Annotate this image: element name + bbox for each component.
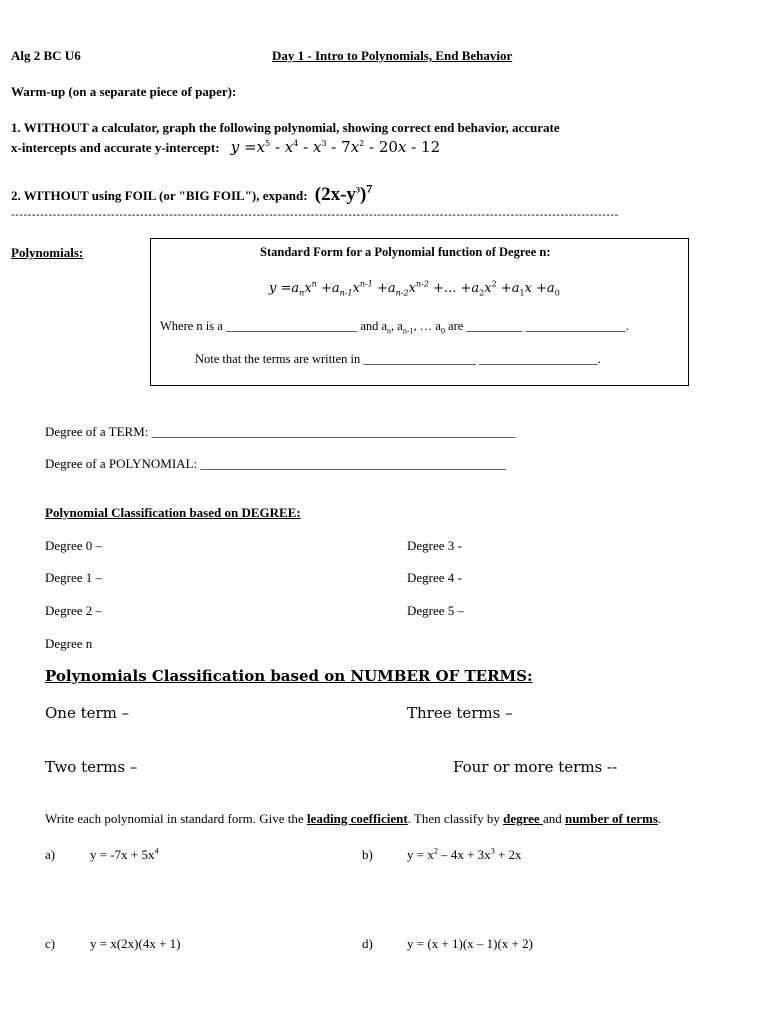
two-terms: Two terms – [45,758,138,776]
degree-n: Degree n [45,636,93,651]
instructions-prefix: Write each polynomial in standard form. Give the [45,811,307,826]
standard-form-equation: $y =a_nx^n +a_{n-1}x^{n-1} +a_{n-2}x^{n-2}$ +... $+a_2x^2 +a_1x +a_0$ [269,279,560,298]
where-end: , … a [413,319,441,333]
three-terms: Three terms – [407,704,513,722]
warmup-q1-text: x-intercepts and accurate y-intercept: [11,140,220,155]
instructions-mid: . Then classify by [407,811,504,826]
classification-terms-heading: Polynomials Classification based on NUMBER OF TERMS: [45,667,533,685]
instructions [45,811,661,827]
problem-d-expr: y = (x + 1)(x – 1)(x + 2) [407,936,533,951]
instructions-and: and [542,811,565,826]
instructions-leading: leading coefficient [306,811,408,826]
problem-b-text: y = x [407,847,434,862]
polynomials-label: Polynomials: [11,245,84,260]
warmup-q1-line2 [11,138,440,156]
warmup-q2-text: 2. WITHOUT using FOIL (or "BIG FOIL"), expand: [11,188,308,203]
problem-c-label: c) [45,936,56,951]
problem-a-expr: $y = -7x + 5x^4$ [90,846,159,862]
degree-1: Degree 1 – [45,570,103,585]
warmup-q1-line1: 1. WITHOUT a calculator, graph the following polynomial, showing correct end behavior, accurate [11,120,560,135]
one-term: One term – [45,704,130,722]
degree-4: Degree 4 - [407,570,462,585]
problem-a-text: y = -7x + 5x [90,847,155,862]
divider: -------------------------------------------------------------------------------------------------------------------------------------------------- [11,209,619,221]
instructions-terms: number of terms [564,811,658,826]
warmup-heading: Warm-up (on a separate piece of paper): [11,84,237,99]
degree-polynomial-line: Degree of a POLYNOMIAL: _______________________________________________ [45,456,506,471]
instructions-end: . [657,811,662,826]
degree-5: Degree 5 – [407,603,465,618]
warmup-q2 [11,181,373,206]
standard-form-box [150,238,689,386]
problem-b-label: b) [362,847,373,862]
problem-a-label: a) [45,847,56,862]
problem-c-expr: y = x(2x)(4x + 1) [90,936,181,951]
expand-expression: $(2x-y^3)^7$ [314,181,373,205]
degree-3: Degree 3 - [407,538,462,553]
page-title: Day 1 - Intro to Polynomials, End Behavior [272,48,513,63]
course-label: Alg 2 BC U6 [11,48,81,63]
degree-0: Degree 0 – [45,538,103,553]
problem-b-expr: $y = x^2 - 4x + 3x^3 + 2x$ [407,846,522,862]
where-line: Where n is a _____________________ and $a_n$, $a_{n-1}$, … $a_0$ are _________ ________________. [160,319,629,336]
where-tail: are _________ ________________. [444,319,629,333]
four-or-more-terms: Four or more terms -- [453,758,618,776]
standard-form-heading: Standard Form for a Polynomial function of Degree n: [260,245,551,259]
where-text: Where n is a _____________________ and a [160,319,388,333]
note-line: Note that the terms are written in __________________ ___________________. [195,352,601,366]
degree-term-line: Degree of a TERM: ________________________________________________________ [45,424,516,439]
problem-d-label: d) [362,936,373,951]
classification-degree-heading: Polynomial Classification based on DEGREE: [45,505,301,520]
degree-2: Degree 2 – [45,603,103,618]
where-mid: , a [391,319,403,333]
instructions-degree: degree [503,811,543,826]
polynomial-equation: $y =x^5 - x^4 - x^3 - 7x^2 - 20x - 12$ [230,138,441,156]
